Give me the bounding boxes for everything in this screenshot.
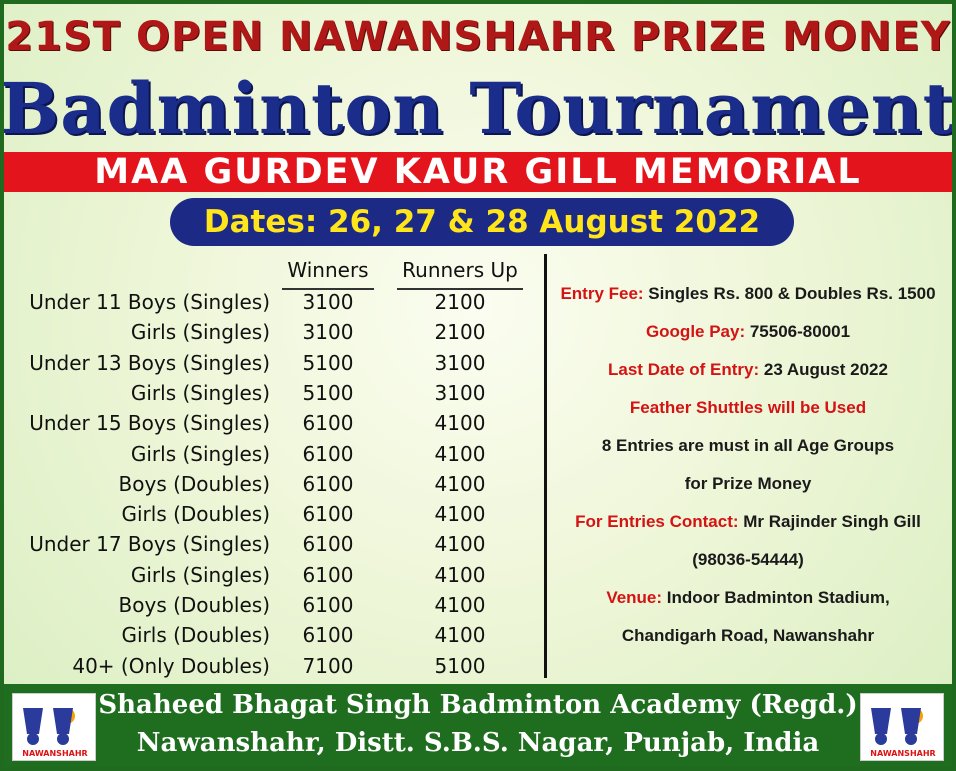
winners-prize: 6100 (302, 562, 354, 587)
category-label: Under 13 Boys (Singles) (29, 350, 270, 375)
runners-up-prize: 5100 (434, 653, 486, 678)
winners-prize: 6100 (302, 441, 354, 466)
entries-must-line2: for Prize Money (684, 474, 812, 493)
category-label: Girls (Singles) (130, 320, 270, 345)
winners-prize: 5100 (302, 380, 354, 405)
memorial-banner: MAA GURDEV KAUR GILL MEMORIAL (0, 152, 956, 192)
winners-prize: 6100 (302, 411, 354, 436)
last-date-label: Last Date of Entry: (608, 360, 760, 379)
venue-line2: Chandigarh Road, Nawanshahr (621, 626, 875, 645)
tournament-title-line2: Badminton Tournament (0, 67, 956, 150)
venue-label: Venue: (606, 588, 663, 607)
category-label: Girls (Doubles) (121, 502, 270, 527)
entries-must-line1: 8 Entries are must in all Age Groups (601, 436, 895, 455)
academy-name: Shaheed Bhagat Singh Badminton Academy (Regd.) (98, 690, 858, 720)
table-row (0, 472, 540, 502)
gpay-label: Google Pay: (645, 322, 746, 341)
category-label: Under 11 Boys (Singles) (29, 290, 270, 314)
table-row (0, 563, 540, 593)
winners-header: Winners (287, 258, 369, 282)
table-row (0, 320, 540, 350)
table-row (0, 654, 540, 684)
shuttles-note: Feather Shuttles will be Used (629, 398, 867, 417)
shuttlecock-icon (13, 694, 97, 752)
category-label: 40+ (Only Doubles) (72, 653, 270, 678)
runners-up-prize: 4100 (434, 532, 486, 557)
category-label: Under 15 Boys (Singles) (29, 411, 270, 436)
entry-fee-line (548, 284, 948, 304)
winners-prize: 3100 (302, 290, 354, 314)
venue-value: Indoor Badminton Stadium, (662, 588, 890, 607)
runners-up-prize: 4100 (434, 623, 486, 648)
table-row (0, 502, 540, 532)
table-row (0, 290, 540, 320)
category-label: Boys (Doubles) (118, 593, 270, 617)
runners-up-prize: 4100 (434, 593, 486, 617)
runners-up-prize: 3100 (434, 380, 486, 405)
table-row (0, 442, 540, 472)
table-row (0, 532, 540, 562)
category-label: Girls (Singles) (130, 562, 270, 587)
runners-up-prize: 4100 (434, 471, 486, 496)
footer-band (0, 684, 956, 771)
contact-value: Mr Rajinder Singh Gill (738, 512, 921, 531)
runners-up-header: Runners Up (402, 258, 518, 282)
contact-line (548, 512, 948, 532)
runners-up-prize: 4100 (434, 411, 486, 436)
academy-logo-right (860, 693, 944, 761)
runners-up-prize: 4100 (434, 562, 486, 587)
winners-prize: 6100 (302, 502, 354, 527)
runners-up-prize: 4100 (434, 502, 486, 527)
winners-prize: 7100 (302, 653, 354, 678)
academy-logo-left (12, 693, 96, 761)
category-label: Girls (Doubles) (121, 623, 270, 648)
winners-prize: 3100 (302, 320, 354, 345)
table-row (0, 593, 540, 623)
category-label: Girls (Singles) (130, 380, 270, 405)
winners-prize: 6100 (302, 593, 354, 617)
winners-prize: 6100 (302, 623, 354, 648)
logo-text: NAWANSHAHR (22, 749, 88, 758)
last-date-line (548, 360, 948, 380)
entry-fee-label: Entry Fee: (560, 284, 644, 303)
tournament-title-line1: 21ST OPEN NAWANSHAHR PRIZE MONEY (5, 14, 951, 60)
shuttlecock-icon (861, 694, 945, 752)
category-label: Boys (Doubles) (118, 471, 270, 496)
winners-prize: 6100 (302, 471, 354, 496)
prize-table (0, 250, 540, 680)
table-row (0, 381, 540, 411)
runners-up-prize: 2100 (434, 290, 486, 314)
logo-text: NAWANSHAHR (870, 749, 936, 758)
category-label: Girls (Singles) (130, 441, 270, 466)
winners-prize: 6100 (302, 532, 354, 557)
contact-phone: (98036-54444) (692, 550, 804, 569)
dates-pill: Dates: 26, 27 & 28 August 2022 (170, 198, 794, 246)
gpay-line (548, 322, 948, 342)
winners-prize: 5100 (302, 350, 354, 375)
category-label: Under 17 Boys (Singles) (29, 532, 270, 557)
last-date-value: 23 August 2022 (759, 360, 888, 379)
venue-line (548, 588, 948, 608)
divider-line (544, 254, 547, 678)
academy-address: Nawanshahr, Distt. S.B.S. Nagar, Punjab, India (136, 728, 820, 758)
table-row (0, 623, 540, 653)
runners-up-prize: 3100 (434, 350, 486, 375)
runners-up-prize: 2100 (434, 320, 486, 345)
table-row (0, 351, 540, 381)
gpay-value: 75506-80001 (745, 322, 851, 341)
runners-up-prize: 4100 (434, 441, 486, 466)
entry-fee-value: Singles Rs. 800 & Doubles Rs. 1500 (643, 284, 936, 303)
contact-label: For Entries Contact: (575, 512, 739, 531)
table-row (0, 411, 540, 441)
